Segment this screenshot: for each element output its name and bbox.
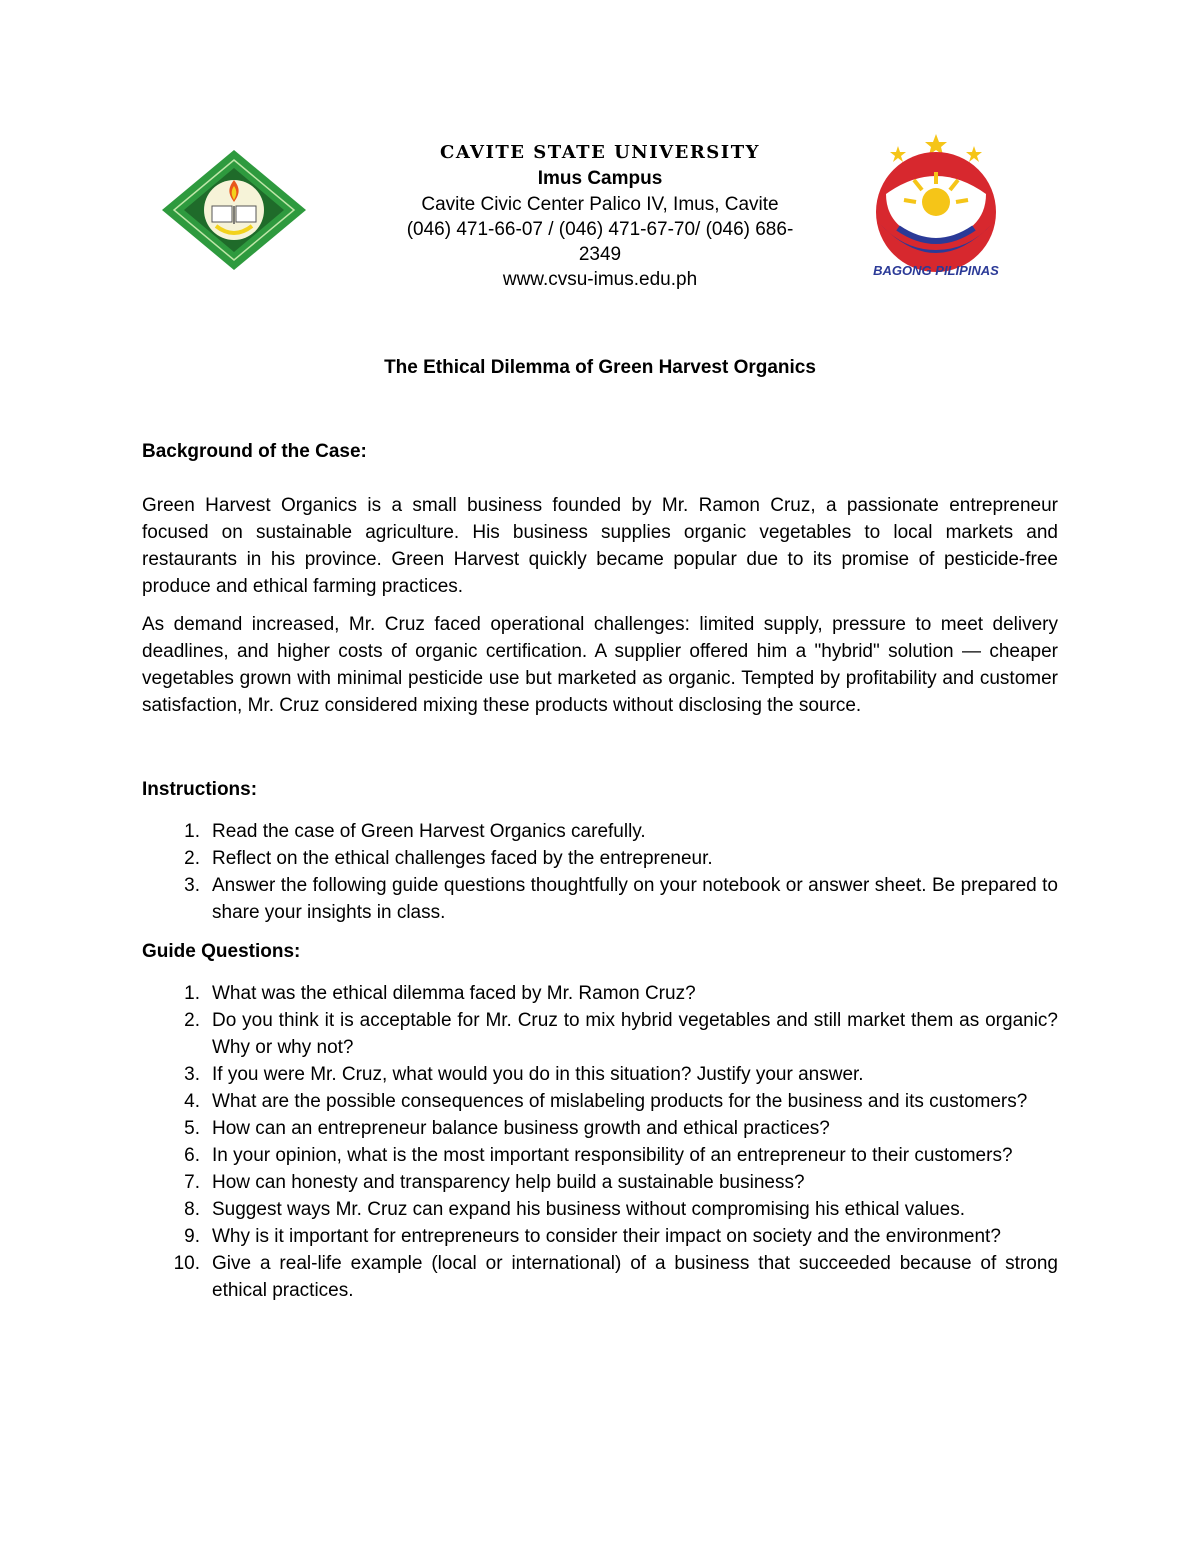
- instructions-heading: Instructions:: [142, 779, 258, 800]
- campus-address: Cavite Civic Center Palico IV, Imus, Cavite: [421, 194, 779, 215]
- document-body: [142, 438, 1058, 1304]
- background-paragraph-1: Green Harvest Organics is a small business founded by Mr. Ramon Cruz, a passionate entrepreneur focused on sustainable agriculture. His business supplies organic vegetables to local markets and restaurants in his province. Green Harvest quickly became popular due to its promise of pesticide-free produce and ethical farming practices.: [142, 495, 1058, 597]
- bagong-pilipinas-text: BAGONG PILIPINAS: [873, 263, 999, 278]
- university-header: [400, 140, 800, 292]
- list-item: 7. How can honesty and transparency help build a sustainable business?: [184, 1172, 805, 1193]
- campus-name: Imus Campus: [537, 168, 663, 189]
- list-item: 10. Give a real-life example (local or international) of a business that succeeded because of strong ethical practices.: [173, 1253, 1058, 1301]
- list-item: 3. If you were Mr. Cruz, what would you do in this situation? Justify your answer.: [184, 1064, 864, 1085]
- list-item: 1. What was the ethical dilemma faced by Mr. Ramon Cruz?: [184, 983, 696, 1004]
- guide-questions-list: [142, 980, 1058, 1304]
- bagong-pilipinas-logo: [858, 132, 1014, 282]
- cvsu-seal-logo: [160, 148, 308, 272]
- guide-questions-heading: Guide Questions:: [142, 941, 301, 962]
- list-item: 3. Answer the following guide questions thoughtfully on your notebook or answer sheet. Be prepared to share your insights in class.: [184, 875, 1058, 923]
- list-item: 9. Why is it important for entrepreneurs to consider their impact on society and the environment?: [184, 1226, 1001, 1247]
- list-item: 5. How can an entrepreneur balance business growth and ethical practices?: [184, 1118, 830, 1139]
- contact-phones: (046) 471-66-07 / (046) 471-67-70/ (046) 686-2349: [406, 219, 794, 265]
- list-item: 1. Read the case of Green Harvest Organics carefully.: [184, 821, 646, 842]
- list-item: 2. Reflect on the ethical challenges faced by the entrepreneur.: [184, 848, 713, 869]
- list-item: 4. What are the possible consequences of mislabeling products for the business and its customers?: [184, 1091, 1028, 1112]
- list-item: 8. Suggest ways Mr. Cruz can expand his business without compromising his ethical values.: [184, 1199, 965, 1220]
- background-paragraph-2: As demand increased, Mr. Cruz faced operational challenges: limited supply, pressure to meet delivery deadlines, and higher costs of organic certification. A supplier offered him a "hybrid" solution — cheaper vegetables grown with minimal pesticide use but marketed as organic. Tempted by profitability and customer satisfaction, Mr. Cruz considered mixing these products without disclosing the source.: [142, 614, 1058, 716]
- website-url: www.cvsu-imus.edu.ph: [502, 269, 698, 290]
- background-heading: Background of the Case:: [142, 441, 367, 462]
- university-name: CAVITE STATE UNIVERSITY: [440, 142, 760, 163]
- document-title: The Ethical Dilemma of Green Harvest Organics: [384, 357, 816, 378]
- list-item: 2. Do you think it is acceptable for Mr. Cruz to mix hybrid vegetables and still market them as organic? Why or why not?: [184, 1010, 1058, 1058]
- list-item: 6. In your opinion, what is the most important responsibility of an entrepreneur to their customers?: [184, 1145, 1013, 1166]
- instructions-list: [142, 818, 1058, 926]
